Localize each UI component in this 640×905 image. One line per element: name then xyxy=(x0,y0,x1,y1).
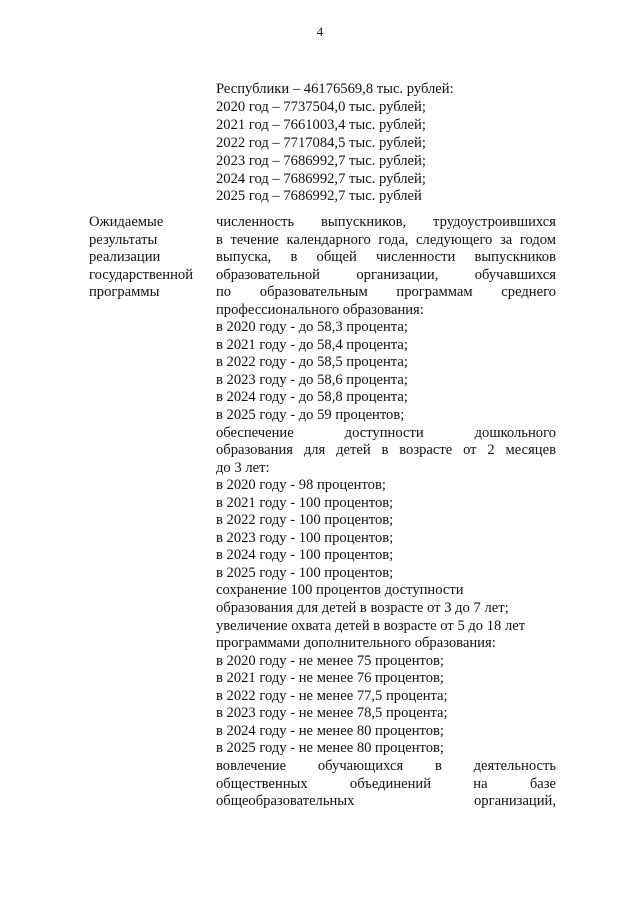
results-line: общеобразовательных организаций, xyxy=(216,793,556,810)
results-line: профессионального образования: xyxy=(216,301,424,318)
results-line: образования для детей в возрасте от 3 до 7 лет; xyxy=(216,600,509,617)
funding-line: 2022 год – 7717084,5 тыс. рублей; xyxy=(216,134,426,151)
results-line: в 2025 году - не менее 80 процентов; xyxy=(216,740,444,757)
results-label-line: программы xyxy=(89,284,160,301)
results-label-line: Ожидаемые xyxy=(89,214,164,230)
results-line: общественных объединений на базе xyxy=(216,775,556,792)
results-line: в 2022 году - не менее 77,5 процента; xyxy=(216,687,448,704)
results-line: в 2021 году - не менее 76 процентов; xyxy=(216,670,444,687)
results-line: до 3 лет: xyxy=(216,459,270,476)
results-line: выпуска, в общей численности выпускников xyxy=(216,249,556,266)
results-line: численность выпускников, трудоустроившихся xyxy=(216,214,556,230)
funding-line: 2021 год – 7661003,4 тыс. рублей; xyxy=(216,116,426,133)
funding-line: 2023 год – 7686992,7 тыс. рублей; xyxy=(216,152,426,169)
funding-line: 2025 год – 7686992,7 тыс. рублей xyxy=(216,188,422,205)
results-line: увеличение охвата детей в возрасте от 5 до 18 лет xyxy=(216,617,526,634)
results-label-line: государственной xyxy=(89,266,194,283)
results-line: программами дополнительного образования: xyxy=(216,635,496,652)
results-line: в 2020 году - до 58,3 процента; xyxy=(216,319,408,336)
results-line: в 2024 году - не менее 80 процентов; xyxy=(216,722,444,739)
results-line: в 2020 году - не менее 75 процентов; xyxy=(216,652,444,669)
results-line: обеспечение доступности дошкольного xyxy=(216,424,556,441)
results-line: в 2023 году - не менее 78,5 процента; xyxy=(216,705,448,722)
funding-line: Республики – 46176569,8 тыс. рублей: xyxy=(216,81,454,97)
results-line: в 2020 году - 98 процентов; xyxy=(216,477,386,494)
results-line: сохранение 100 процентов доступности xyxy=(216,582,464,599)
results-line: в 2022 году - до 58,5 процента; xyxy=(216,354,408,371)
results-line: в 2023 году - до 58,6 процента; xyxy=(216,371,408,388)
results-line: в 2021 году - 100 процентов; xyxy=(216,494,394,511)
results-line: в течение календарного года, следующего за годом xyxy=(216,231,556,248)
results-line: по образовательным программам среднего xyxy=(216,284,556,301)
results-line: в 2024 году - 100 процентов; xyxy=(216,547,394,564)
results-line: в 2024 году - до 58,8 процента; xyxy=(216,389,408,406)
results-line: образования для детей в возрасте от 2 месяцев xyxy=(216,442,556,459)
results-text-block xyxy=(216,214,556,811)
results-label-line: реализации xyxy=(89,249,161,266)
results-label-line: результаты xyxy=(89,231,158,248)
results-line: в 2021 году - до 58,4 процента; xyxy=(216,336,408,353)
results-line: образовательной организации, обучавшихся xyxy=(216,266,556,283)
funding-line: 2024 год – 7686992,7 тыс. рублей; xyxy=(216,170,426,187)
funding-line: 2020 год – 7737504,0 тыс. рублей; xyxy=(216,98,426,115)
results-line: в 2023 году - 100 процентов; xyxy=(216,529,394,546)
results-line: в 2022 году - 100 процентов; xyxy=(216,512,394,529)
results-line: в 2025 году - 100 процентов; xyxy=(216,564,394,581)
page-number: 4 xyxy=(316,24,324,39)
results-label-cell xyxy=(89,214,207,302)
funding-text-block xyxy=(216,81,556,206)
results-line: в 2025 году - до 59 процентов; xyxy=(216,407,405,424)
results-line: вовлечение обучающихся в деятельность xyxy=(216,757,556,774)
